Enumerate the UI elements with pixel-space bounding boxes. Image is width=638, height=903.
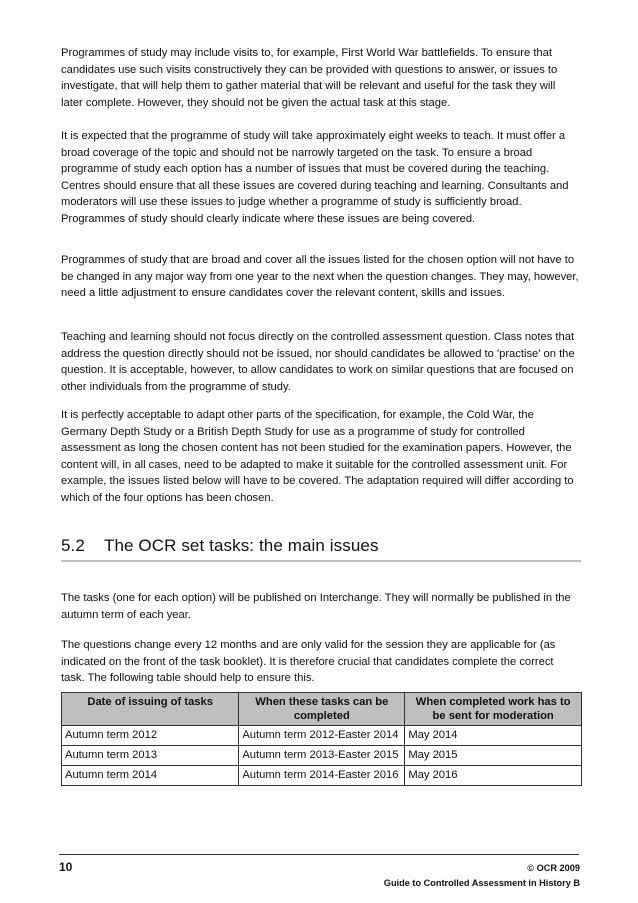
- table-cell: May 2016: [405, 766, 582, 786]
- table-cell: Autumn term 2013: [62, 746, 239, 766]
- table-row: [62, 726, 582, 746]
- table-cell: Autumn term 2014-Easter 2016: [239, 766, 405, 786]
- footer-info: [384, 861, 580, 891]
- header-when-completed: When these tasks can be completed: [239, 693, 405, 726]
- table-cell: Autumn term 2012-Easter 2014: [239, 726, 405, 746]
- table-cell: Autumn term 2014: [62, 766, 239, 786]
- table-cell: Autumn term 2013-Easter 2015: [239, 746, 405, 766]
- paragraph-adapt-specification: It is perfectly acceptable to adapt other parts of the specification, for example, the Cold War, the Germany Depth Study or a British Depth Study for use as a programme of study for controlled assessment as long the chosen content has not been studied for the examination papers. However, the content will, in all cases, need to be adapted to make it suitable for the controlled assessment unit. For example, the issues listed below will have to be covered. The adaptation required will differ according to which of the four options has been chosen.: [61, 409, 574, 504]
- paragraph-programme-length: It is expected that the programme of study will take approximately eight weeks to teach. It must offer a broad coverage of the topic and should not be narrowly targeted on the task. To ensure a broad programme of study each option has a number of issues that must be covered during the teaching. Centres should ensure that all these issues are covered during teaching and learning. Consultants and moderators will use these issues to judge whether a programme of study is sufficiently broad. Programmes of study should clearly indicate where these issues are being covered.: [61, 130, 569, 225]
- section-heading: [61, 536, 581, 562]
- header-moderation-deadline: When completed work has to be sent for moderation: [405, 693, 582, 726]
- table-cell: May 2014: [405, 726, 582, 746]
- paragraph-teaching-focus: Teaching and learning should not focus directly on the controlled assessment question. Class notes that address the question directly should not be issued, nor should candidates be allowed to 'practise' on the question. It is acceptable, however, to allow candidates to work on similar questions that are focused on other individuals from the programme of study.: [61, 331, 575, 393]
- table-cell: May 2015: [405, 746, 582, 766]
- table-row: [62, 746, 582, 766]
- paragraph-broad-programmes: Programmes of study that are broad and cover all the issues listed for the chosen option will not have to be changed in any major way from one year to the next when the question changes. They may, however, need a little adjustment to ensure candidates cover the relevant content, skills and issues.: [61, 254, 579, 299]
- table-row: [62, 766, 582, 786]
- guide-title: Guide to Controlled Assessment in History B: [383, 878, 580, 888]
- section-title: The OCR set tasks: the main issues: [104, 536, 379, 555]
- paragraph-tasks-published: The tasks (one for each option) will be published on Interchange. They will normally be published in the autumn term of each year.: [61, 592, 571, 621]
- paragraph-visits: Programmes of study may include visits to, for example, First World War battlefields. To ensure that candidates use such visits constructively they can be provided with questions to answer, or issues to investigate, that will help them to gather material that will be relevant and useful for the task they will later complete. However, they should not be given the actual task at this stage.: [61, 47, 558, 109]
- table-cell: Autumn term 2012: [62, 726, 239, 746]
- page-number: 10: [59, 860, 73, 874]
- header-date-issuing: Date of issuing of tasks: [62, 693, 239, 726]
- table-header-row: [62, 693, 582, 726]
- footer-divider: [59, 854, 579, 855]
- task-dates-table: [61, 692, 582, 786]
- paragraph-questions-change: The questions change every 12 months and are only valid for the session they are applicable for (as indicated on the front of the task booklet). It is therefore crucial that candidates complete the correct task. The following table should help to ensure this.: [61, 639, 556, 684]
- copyright-notice: © OCR 2009: [527, 863, 580, 873]
- section-number: 5.2: [61, 536, 85, 555]
